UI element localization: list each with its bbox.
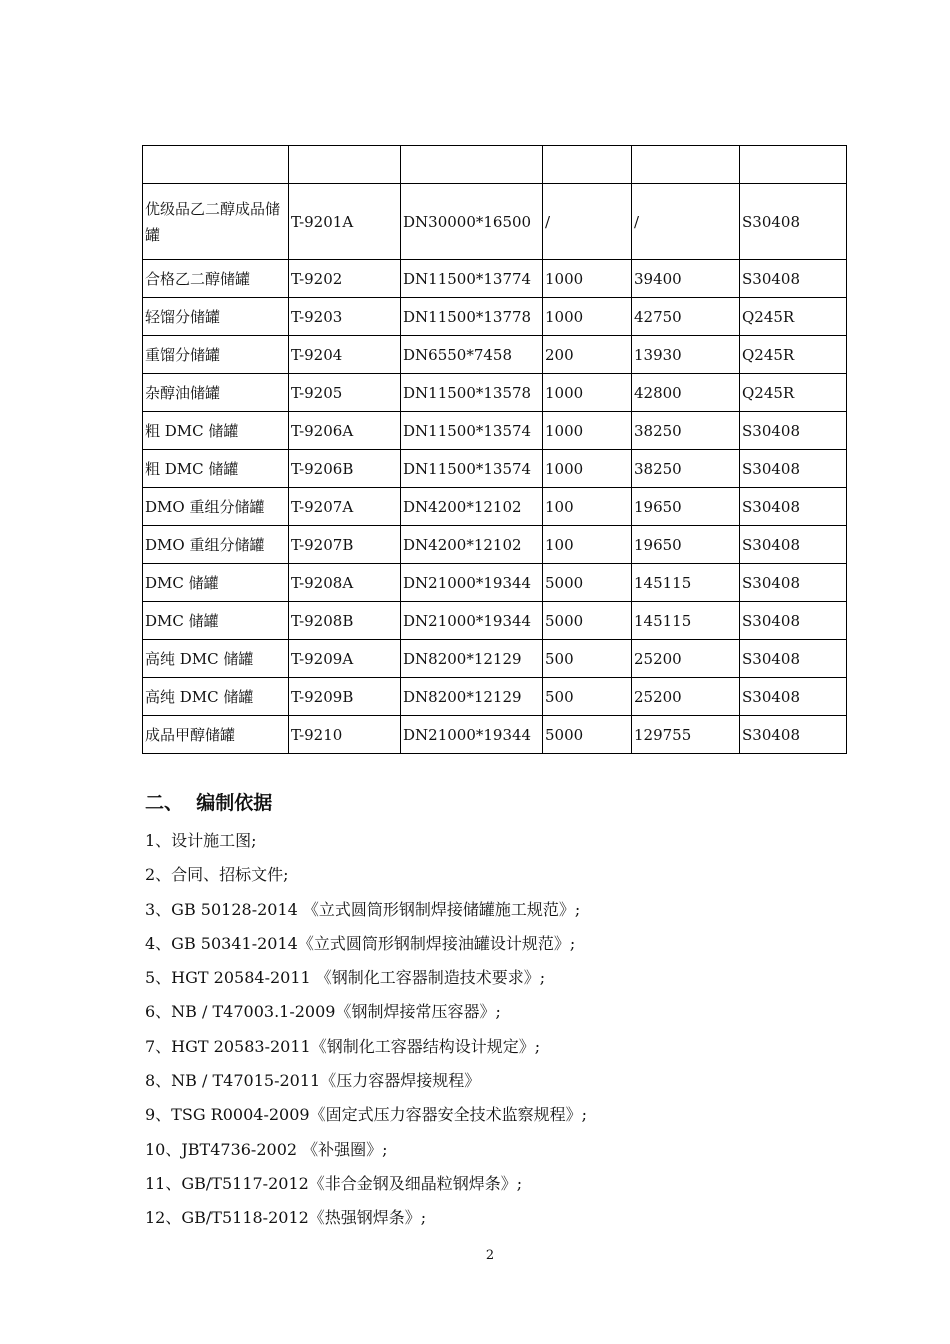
table-cell: DN4200*12102 (401, 526, 543, 564)
table-cell: 13930 (632, 336, 740, 374)
table-row (143, 450, 847, 488)
table-cell: 42750 (632, 298, 740, 336)
table-cell: 高纯 DMC 储罐 (143, 678, 289, 716)
table-cell: T-9205 (289, 374, 401, 412)
table-cell (143, 146, 289, 184)
table-cell: 粗 DMC 储罐 (143, 450, 289, 488)
table-cell: DN6550*7458 (401, 336, 543, 374)
table-cell: 1000 (543, 450, 632, 488)
table-cell: DMO 重组分储罐 (143, 488, 289, 526)
table-cell: 5000 (543, 564, 632, 602)
table-cell: DN21000*19344 (401, 564, 543, 602)
table-cell: T-9209A (289, 640, 401, 678)
table-cell: 25200 (632, 640, 740, 678)
table-cell: 合格乙二醇储罐 (143, 260, 289, 298)
list-item: 12、GB/T5118-2012《热强钢焊条》; (145, 1208, 427, 1228)
table-cell: DN11500*13574 (401, 450, 543, 488)
table-cell (401, 146, 543, 184)
table-cell (543, 146, 632, 184)
table-cell: T-9207A (289, 488, 401, 526)
table-cell: 145115 (632, 564, 740, 602)
table-cell: T-9207B (289, 526, 401, 564)
table-cell: Q245R (740, 374, 847, 412)
table-cell: DN8200*12129 (401, 640, 543, 678)
table-row (143, 184, 847, 260)
table-cell: 100 (543, 488, 632, 526)
table-cell: 500 (543, 678, 632, 716)
table-cell: 1000 (543, 412, 632, 450)
list-item: 2、合同、招标文件; (145, 865, 289, 885)
table-cell: Q245R (740, 298, 847, 336)
table-cell: 129755 (632, 716, 740, 754)
table-row (143, 336, 847, 374)
table-cell: T-9208B (289, 602, 401, 640)
table-row (143, 564, 847, 602)
table-cell: T-9202 (289, 260, 401, 298)
table-cell: 19650 (632, 488, 740, 526)
table-cell: DMC 储罐 (143, 564, 289, 602)
table-row (143, 640, 847, 678)
table-cell: S30408 (740, 450, 847, 488)
list-item: 7、HGT 20583-2011《钢制化工容器结构设计规定》; (145, 1036, 541, 1056)
table-row (143, 602, 847, 640)
table-row (143, 526, 847, 564)
table-row (143, 374, 847, 412)
table-cell: S30408 (740, 412, 847, 450)
table-cell: / (632, 184, 740, 260)
table-cell: S30408 (740, 564, 847, 602)
table-cell: 100 (543, 526, 632, 564)
table-cell: 优级品乙二醇成品储罐 (143, 184, 289, 260)
table-cell: 42800 (632, 374, 740, 412)
table-cell: S30408 (740, 678, 847, 716)
table-cell: S30408 (740, 602, 847, 640)
table-cell: 500 (543, 640, 632, 678)
section-heading: 二、 编制依据 (145, 792, 273, 814)
list-item: 3、GB 50128-2014 《立式圆筒形钢制焊接储罐施工规范》; (145, 899, 581, 919)
table-cell: 粗 DMC 储罐 (143, 412, 289, 450)
table-row (143, 412, 847, 450)
table-cell: S30408 (740, 184, 847, 260)
table-cell: Q245R (740, 336, 847, 374)
table-cell: DN4200*12102 (401, 488, 543, 526)
table-cell: S30408 (740, 716, 847, 754)
table-cell: DN8200*12129 (401, 678, 543, 716)
table-cell: S30408 (740, 260, 847, 298)
list-item: 4、GB 50341-2014《立式圆筒形钢制焊接油罐设计规范》; (145, 933, 576, 953)
table-cell: S30408 (740, 526, 847, 564)
table-cell: DN11500*13774 (401, 260, 543, 298)
table-cell: T-9201A (289, 184, 401, 260)
table-cell: S30408 (740, 640, 847, 678)
table-cell: DN21000*19344 (401, 602, 543, 640)
tank-spec-table (142, 145, 847, 754)
table-row (143, 298, 847, 336)
table-cell: 1000 (543, 260, 632, 298)
list-item: 8、NB / T47015-2011《压力容器焊接规程》 (145, 1071, 481, 1091)
page-number: 2 (485, 1248, 495, 1263)
table-cell: 145115 (632, 602, 740, 640)
table-cell: 轻馏分储罐 (143, 298, 289, 336)
table-cell: 5000 (543, 716, 632, 754)
table-cell: T-9206B (289, 450, 401, 488)
table-cell: DN11500*13578 (401, 374, 543, 412)
table-cell: 高纯 DMC 储罐 (143, 640, 289, 678)
table-cell: 1000 (543, 298, 632, 336)
table-cell: DMO 重组分储罐 (143, 526, 289, 564)
table-cell: T-9204 (289, 336, 401, 374)
list-item: 11、GB/T5117-2012《非合金钢及细晶粒钢焊条》; (145, 1173, 523, 1193)
table-cell: T-9208A (289, 564, 401, 602)
list-item: 9、TSG R0004-2009《固定式压力容器安全技术监察规程》; (145, 1105, 587, 1125)
table-cell: T-9210 (289, 716, 401, 754)
table-cell: T-9209B (289, 678, 401, 716)
table-cell: 杂醇油储罐 (143, 374, 289, 412)
table-row (143, 678, 847, 716)
table-cell: 19650 (632, 526, 740, 564)
basis-list (145, 824, 587, 1236)
table-cell (632, 146, 740, 184)
table-cell: 成品甲醇储罐 (143, 716, 289, 754)
table-row (143, 716, 847, 754)
table-cell: 39400 (632, 260, 740, 298)
table-cell (740, 146, 847, 184)
table-cell: 200 (543, 336, 632, 374)
table-row (143, 488, 847, 526)
table-cell: 25200 (632, 678, 740, 716)
table-cell: DN11500*13574 (401, 412, 543, 450)
tank-table-body (143, 146, 847, 754)
table-cell: 5000 (543, 602, 632, 640)
table-cell: DN30000*16500 (401, 184, 543, 260)
table-cell: DMC 储罐 (143, 602, 289, 640)
table-header-row (143, 146, 847, 184)
table-cell: 38250 (632, 450, 740, 488)
table-cell: 重馏分储罐 (143, 336, 289, 374)
table-cell: 1000 (543, 374, 632, 412)
table-cell: DN21000*19344 (401, 716, 543, 754)
table-cell: T-9203 (289, 298, 401, 336)
list-item: 1、设计施工图; (145, 831, 257, 850)
list-item: 6、NB / T47003.1-2009《钢制焊接常压容器》; (145, 1002, 501, 1022)
list-item: 10、JBT4736-2002 《补强圈》; (145, 1139, 388, 1159)
list-item: 5、HGT 20584-2011 《钢制化工容器制造技术要求》; (145, 968, 546, 988)
table-row (143, 260, 847, 298)
table-cell: 38250 (632, 412, 740, 450)
table-cell (289, 146, 401, 184)
table-cell: S30408 (740, 488, 847, 526)
table-cell: DN11500*13778 (401, 298, 543, 336)
table-cell: / (543, 184, 632, 260)
table-cell: T-9206A (289, 412, 401, 450)
